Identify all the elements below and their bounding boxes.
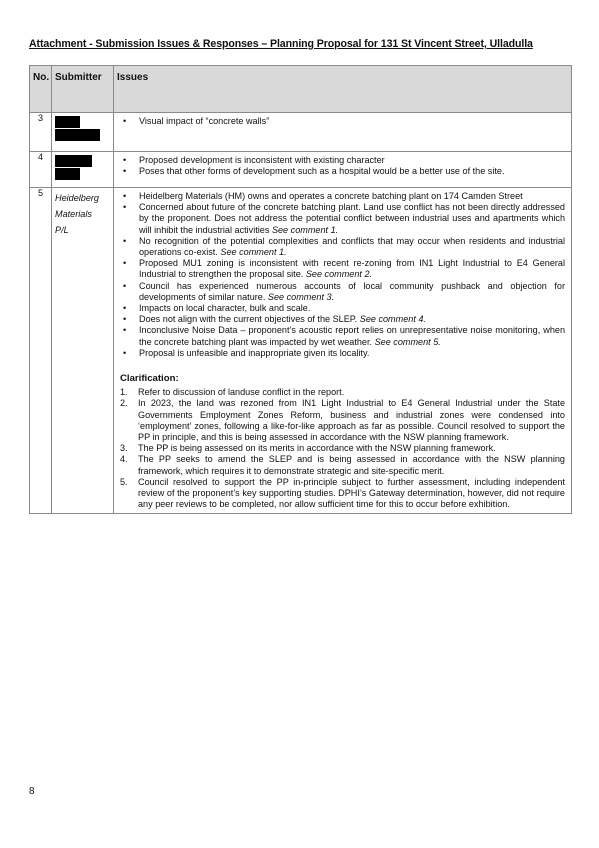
list-item: • Concerned about future of the concrete batching plant. Land use conflict has not been directly addressed by the proponent. Does not address the potential conflict between industrial uses and apartments which will inhibit the industrial activities See comment 1.	[120, 202, 565, 236]
list-item: • Impacts on local character, bulk and scale.	[120, 303, 565, 314]
submitter-cell	[52, 188, 114, 514]
comment-reference: See comment 2.	[305, 269, 373, 280]
clarification-list	[120, 387, 565, 510]
clarification-heading: Clarification:	[120, 373, 179, 385]
comment-reference: See comment 1.	[220, 247, 287, 258]
comment-reference: See comment 4.	[359, 314, 426, 325]
issues-cell	[114, 113, 572, 152]
document-title: Attachment - Submission Issues & Responses – Planning Proposal for 131 St Vincent Street, Ulladulla	[29, 38, 533, 50]
redacted-block	[55, 129, 100, 141]
list-item: 2. In 2023, the land was rezoned from IN1 Light Industrial to E4 General Industrial under the State Governments Employment Zones Reform, business and industrial zones were condensed into ‘employment’ zones, following a like-for-like approach as far as possible. Council resolved to support the PP in principle, and this is being assessed in accordance with the NSW planning framework.	[120, 398, 565, 443]
header-submitter: Submitter	[52, 66, 114, 113]
row-number: 4	[30, 152, 52, 188]
submitter-cell	[52, 113, 114, 152]
table-row	[30, 188, 572, 514]
table-row	[30, 113, 572, 152]
list-item: • Does not align with the current objectives of the SLEP. See comment 4.	[120, 314, 565, 325]
issues-list	[120, 116, 565, 127]
redacted-block	[55, 116, 80, 128]
issues-table	[29, 65, 572, 514]
page-number: 8	[29, 786, 35, 797]
list-item: • Proposed development is inconsistent with existing character	[120, 155, 565, 166]
list-item: • Poses that other forms of development such as a hospital would be a better use of the site.	[120, 166, 565, 177]
list-item: • Visual impact of “concrete walls”	[120, 116, 565, 127]
list-item: 3. The PP is being assessed on its merits in accordance with the NSW planning framework.	[120, 443, 496, 454]
issues-cell	[114, 188, 572, 514]
list-item: • Inconclusive Noise Data – proponent’s acoustic report relies on unrepresentative noise monitoring, when the concrete batching plant was impacted by wet weather. See comment 5.	[120, 325, 565, 347]
table-row	[30, 152, 572, 188]
list-item: 1. Refer to discussion of landuse conflict in the report.	[120, 387, 345, 398]
issues-list	[120, 155, 565, 177]
list-item: • No recognition of the potential complexities and conflicts that may occur when residents and industrial operations co-exist. See comment 1.	[120, 236, 565, 258]
list-item: • Proposed MU1 zoning is inconsistent with recent re-zoning from IN1 Light Industrial to E4 General Industrial to strengthen the proposal site. See comment 2.	[120, 258, 565, 280]
table-header-row	[30, 66, 572, 113]
comment-reference: See comment 3.	[267, 291, 335, 302]
row-number: 5	[30, 188, 52, 514]
list-item: • Heidelberg Materials (HM) owns and operates a concrete batching plant on 174 Camden Street	[120, 191, 565, 202]
issues-cell	[114, 152, 572, 188]
list-item: • Proposal is unfeasible and inappropriate given its locality.	[120, 348, 565, 359]
header-issues: Issues	[114, 66, 572, 113]
list-item: 5. Council resolved to support the PP in-principle subject to further assessment, including independent review of the proponent’s key supporting studies. DPHI’s Gateway determination, however, did not require any peer reviews to be completed, nor allow sufficient time for this to occur before exhibition.	[120, 476, 565, 510]
submitter-name: Heidelberg Materials P/L	[55, 193, 99, 235]
submitter-cell	[52, 152, 114, 188]
row-number: 3	[30, 113, 52, 152]
header-no: No.	[30, 66, 52, 113]
redacted-block	[55, 155, 92, 167]
list-item: • Council has experienced numerous accounts of local community pushback and objection for developments of similar nature. See comment 3.	[120, 281, 565, 303]
list-item: 4. The PP seeks to amend the SLEP and is being assessed in accordance with the NSW planning framework, which requires it to demonstrate strategic and site-specific merit.	[120, 454, 565, 476]
comment-reference: See comment 5.	[374, 336, 441, 347]
comment-reference: See comment 1.	[271, 224, 339, 235]
redacted-block	[55, 168, 80, 180]
issues-list	[120, 191, 565, 359]
